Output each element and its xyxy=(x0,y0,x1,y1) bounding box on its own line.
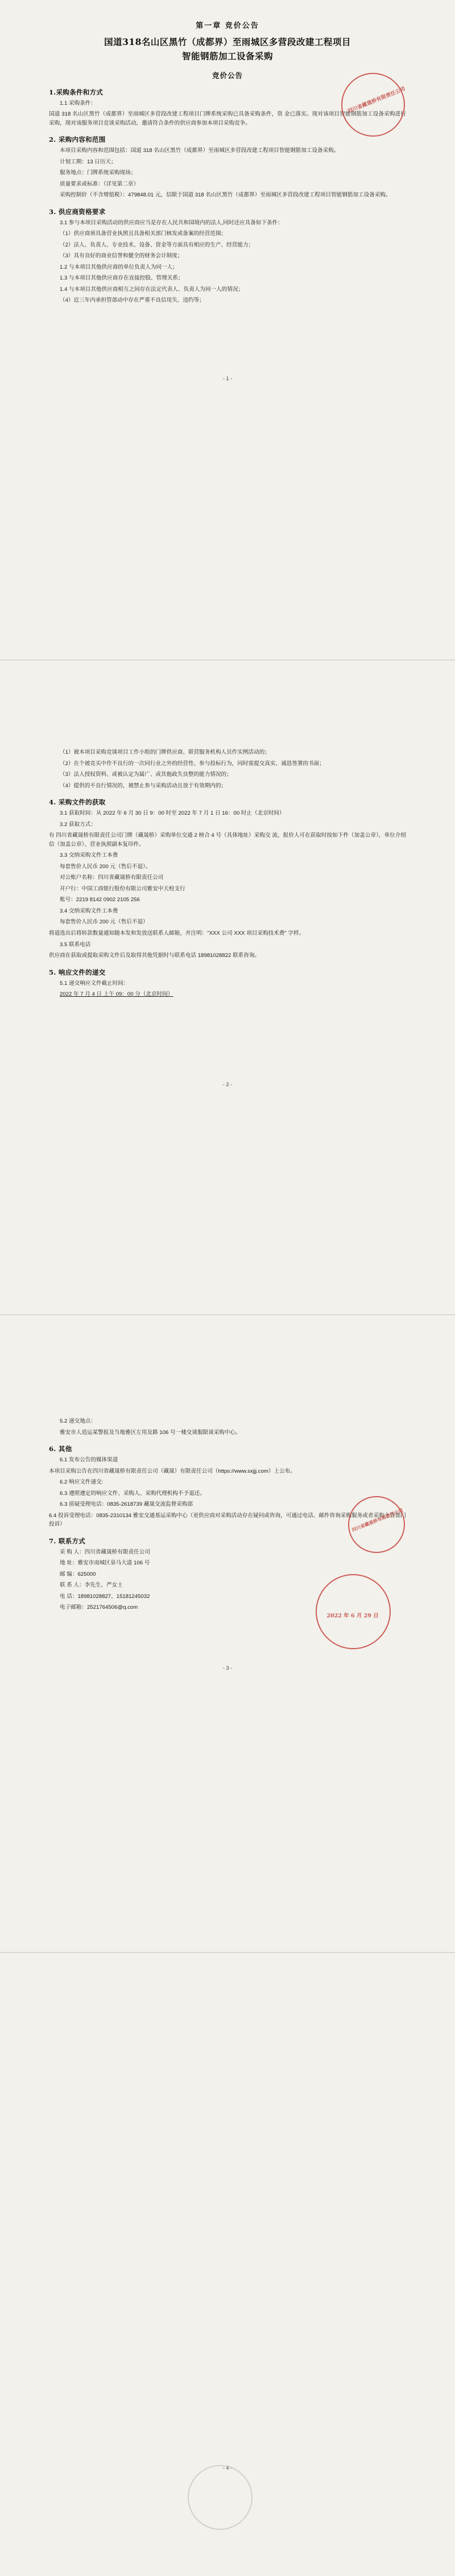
section-4-4-note: 将道选出后将转款数量通知随本发和发放送联系人邮箱，并注明："XXX 公司 XXX 项目采购技术费" 字样。 xyxy=(49,930,305,936)
document-title-line2: 智能钢筋加工设备采购 xyxy=(181,51,273,62)
section-7-heading: 7. 联系方式 xyxy=(49,1536,86,1545)
section-5-2: 5.2 递交地点： xyxy=(60,1418,96,1424)
contact-row-0: 采 购 人：四川省藏晟桥有限责任公司 xyxy=(60,1548,150,1555)
section-4-1: 3.1 获取时间：从 2022 年 6 月 30 日 9：00 时至 2022 年 7 月 1 日 16：00 时止（北京时间） xyxy=(60,810,285,817)
section-4-3-line-2: 开户行：中国工商银行股份有限公司雅安中天校支行 xyxy=(60,885,185,892)
red-seal-date: 2022 年 6 月 29 日 xyxy=(326,1613,379,1619)
page2-note-2: （3）法人授权资料、或被认定为属广、或其他政失良整的能力情况的； xyxy=(60,771,232,778)
chapter-heading: 第一章 竞价公告 xyxy=(196,22,259,30)
document-page-4 xyxy=(0,1953,455,2576)
section-4-heading: 4. 采购文件的获取 xyxy=(49,798,106,807)
section-6-heading: 6. 其他 xyxy=(49,1445,72,1453)
contact-row-3: 联 系 人：李先生、严女士 xyxy=(60,1582,123,1589)
page2-note-0: （1）被本项目采购竞谈项目工作小组的门牌供应商、联营服务机构人员作实例活动的； xyxy=(60,749,270,755)
section-6-1: 6.1 发布公告的媒体渠道 xyxy=(60,1457,118,1464)
page2-note-1: （2）在个被竞买中作不良行的一次同行业之外的经营性、参与投标行为，同时需提交真实、诚恳签署的书面； xyxy=(60,760,325,767)
section-2-item-1: 服务地点：门牌系统采购现场； xyxy=(60,170,136,176)
section-3-item-0: （1）供应商须具备营业执照且具备相关部门核发或备案的经营范围； xyxy=(60,231,227,237)
section-3-extra-1: 1.2 与本项目其他供应商的单位负责人为同一人； xyxy=(60,264,178,270)
section-3-extra-4: （4）近三年内承担管部动中存在严重不良信用失、违约等； xyxy=(60,297,205,304)
section-2-item-3: 采购控制价（不含增值税）：479848.01 元，信限于国道 318 名山区黑竹（成都界）至雨城区多营段改建工程项目智能钢筋加工设备采购。 xyxy=(60,192,391,199)
section-4-2: 3.2 获取方式： xyxy=(60,821,96,828)
section-3-item-1: （2）法人、负责人、专业技术、设备、资金等方面具有相应的生产、经营能力； xyxy=(60,241,254,248)
document-subtitle: 竞价公告 xyxy=(212,71,243,80)
document-page-1 xyxy=(0,0,455,660)
section-2-item-2: 质量要求或标准：（详见第二章） xyxy=(60,180,139,187)
section-5-1-value: 2022 年 7 月 4 日 上午 09：00 分（北京时间） xyxy=(60,991,173,998)
watermark-seal xyxy=(188,2465,253,2530)
section-4-3-line-3: 账号：2219 8142 0902 2105 256 xyxy=(60,897,140,903)
section-3-extra-3: 1.4 与本项目其他供应商相互之间存在法定代表人、负责人为同一人的情况； xyxy=(60,286,244,293)
contact-row-5: 电子邮箱：2521764506@q.com xyxy=(60,1604,138,1611)
section-5-2-line: 雅安市人造运某警报及当地雅区左用及路 106 号一楼交谈服限谈采购中心。 xyxy=(60,1429,241,1436)
section-4-2-text: 有 四川省藏晟桥有限责任公司门牌（藏晟桥）采购单位交通 2 榜合 4 号（具体地址）采购交 流，报价人可在获取时按如下件（加盖公章），单位介绍信（加盖公章）、营业执照副本复印件。 xyxy=(49,832,406,848)
section-6-3: 6.3 遵照遵定的响应文件、采购人、采购代理机构不予退还。 xyxy=(60,1490,205,1497)
contact-row-2: 邮 编：625000 xyxy=(60,1571,96,1577)
section-1-1-heading: 1.1 采购条件： xyxy=(60,100,96,106)
section-4-3: 3.3 交纳采购文件工本费 xyxy=(60,852,118,859)
section-6-4: 6.4 投诉受理电话：0835-2310134 雅安交通基运采购中心（更供应商对采购活动存在疑问或咨询，可通过电话、邮件咨询采购服务或者采购主管部门投诉） xyxy=(49,1512,406,1528)
section-4-5-text: 供应商在获取或提取采购文件后及取得其他凭据时与联系电话 18981028822 联系咨询。 xyxy=(49,952,260,959)
section-4-4: 3.4 交纳采购文件工本费 xyxy=(60,907,118,914)
section-4-3-line-1: 对公账户名称：四川省藏晟桥有限责任公司 xyxy=(60,874,164,881)
section-3-extra-2: 1.3 与本项目其他供应商存在直接控股、管理关系； xyxy=(60,275,184,282)
document-page-2 xyxy=(0,660,455,1315)
section-2-text: 本项目采购内容和范围包括：国道 318 名山区黑竹（成都界）至雨城区多营段改建工程项目智能钢筋加工设备采购。 xyxy=(60,147,340,154)
section-3-1-text: 3.1 参与本项目采购活动的供应商应当是存在人民共和国境内的法人,同时还应具备如下条件： xyxy=(60,219,283,226)
section-6-2: 6.2 响应文件递交: xyxy=(60,1479,104,1486)
page-number-3: - 3 - xyxy=(222,1665,232,1671)
section-3-heading: 3. 供应商资格要求 xyxy=(49,207,106,216)
document-page-3 xyxy=(0,1315,455,1953)
section-3-item-2: （3）具有良好的商业信誉和健全的财务会计制度； xyxy=(60,253,183,260)
section-1-1-text: 国道 318 名山区黑竹（成都界）至雨城区多营段改建工程项目门牌系统采购已具备采购条件，资 金已落实。现对该项目智能钢筋加工设备采购进行采购，现对该服务项目竞谈采购活动，邀请符合条件的供应商参加本项目采购竞争。 xyxy=(49,111,406,126)
section-1-heading: 1.采购条件和方式 xyxy=(49,88,104,96)
section-6-3b: 6.3 质疑受理电话：0835-2618739 藏晟交流监督采购部 xyxy=(60,1501,193,1508)
page-number-2: - 2 - xyxy=(222,1082,232,1087)
section-2-heading: 2. 采购内容和范围 xyxy=(49,135,106,144)
page-number-4: - 4 - xyxy=(222,2465,232,2471)
red-seal-right-text: 四川省藏晟桥有限责任公司 xyxy=(351,1507,404,1533)
section-6-1-text: 本项目采购公告在四川省藏晟桥有限责任公司（藏晟）有限责任公司（https://www.sxjjj.com）上公布。 xyxy=(49,1468,296,1474)
page2-note-tail: （4）提供的不良行情况的，被禁止参与采购活动且放于有效期内的； xyxy=(60,782,227,789)
page-number-1: - 1 - xyxy=(222,376,232,381)
section-5-heading: 5. 响应文件的递交 xyxy=(49,968,106,976)
document-title-line1: 国道318名山区黑竹（成都界）至雨城区多营段改建工程项目 xyxy=(104,36,351,47)
section-4-5: 3.5 联系电话 xyxy=(60,941,91,948)
contact-row-1: 地 址：雅安市南城区泉马大道 106 号 xyxy=(60,1560,150,1567)
contact-row-4: 电 话：18981028827、15181245032 xyxy=(60,1593,150,1600)
red-company-seal-text: 四川省藏晟桥有限责任公司 xyxy=(347,86,407,115)
section-2-item-0: 计划工期：13 日历天； xyxy=(60,158,117,165)
section-4-4-line: 每套售价人民币 200 元（售后不退） xyxy=(60,919,148,926)
section-4-3-line-0: 每套售价人民币 200 元（售后不退）。 xyxy=(60,863,151,870)
section-5-1: 5.1 递交响应文件截止时间： xyxy=(60,980,129,987)
